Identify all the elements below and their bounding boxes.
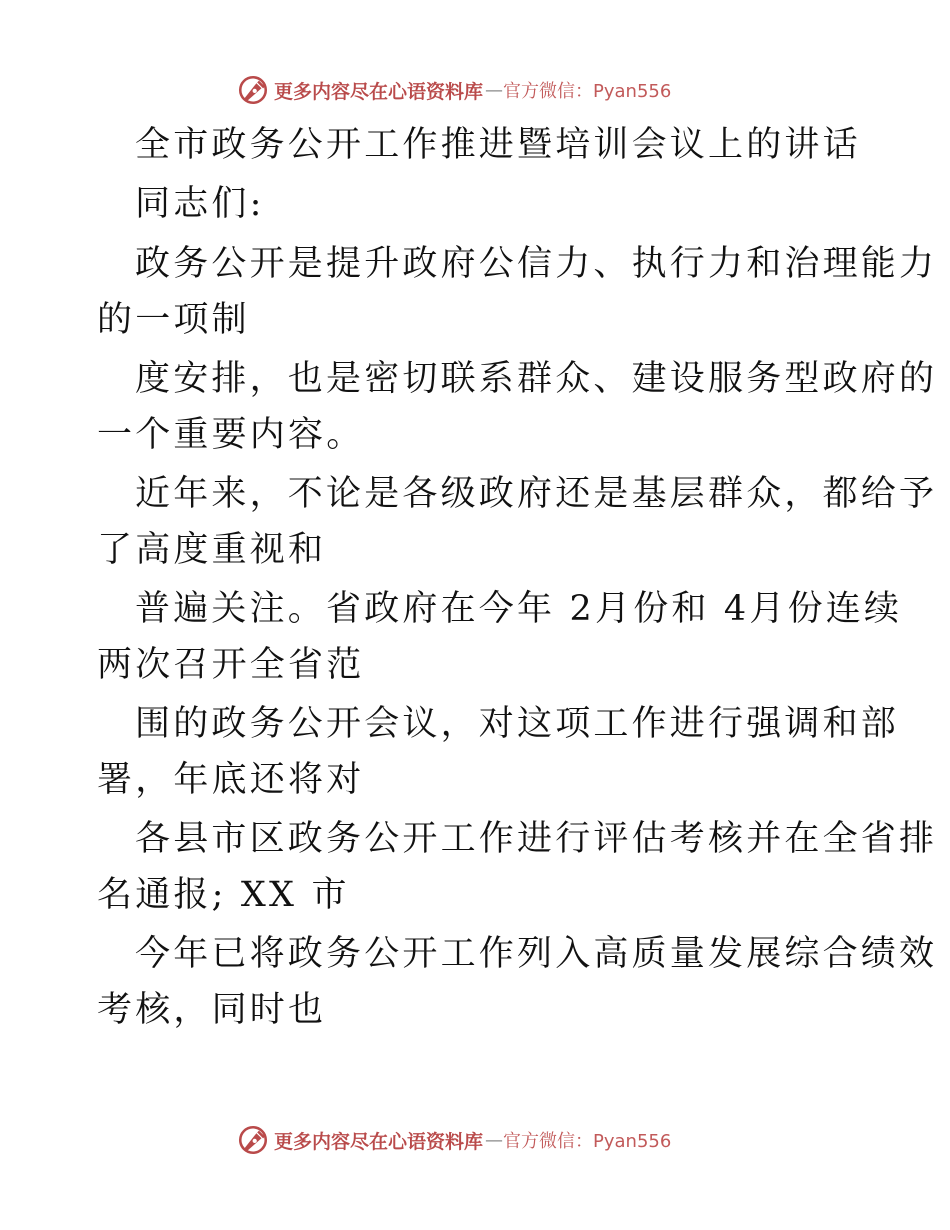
watermark-site-text: 更多内容尽在心语资料库 (274, 80, 484, 103)
text-line: 考核，同时也 (97, 990, 327, 1030)
text-line: 名通报; XX 市 (97, 875, 350, 915)
watermark-separator: — (485, 79, 504, 101)
text-line: 普遍关注。省政府在今年 2月份和 4月份连续 (135, 589, 903, 629)
header-watermark (236, 72, 671, 108)
text-line: 了高度重视和 (97, 530, 327, 570)
text-line: 同志们: (135, 184, 265, 224)
text-line: 一个重要内容。 (97, 415, 365, 455)
watermark-wechat-text: 官方微信：Pyan556 (503, 81, 672, 102)
text-line: 度安排，也是密切联系群众、建设服务型政府的 (135, 359, 938, 399)
footer-watermark (236, 1122, 671, 1158)
text-line: 两次召开全省范 (97, 645, 365, 685)
text-line: 近年来，不论是各级政府还是基层群众，都给予 (135, 474, 938, 514)
watermark-site-text: 更多内容尽在心语资料库 (274, 1130, 484, 1153)
text-line: 的一项制 (97, 300, 250, 340)
text-line: 各县市区政务公开工作进行评估考核并在全省排 (135, 819, 938, 859)
watermark-separator: — (485, 1129, 504, 1151)
text-line: 政务公开是提升政府公信力、执行力和治理能力 (135, 244, 938, 284)
document-title: 全市政务公开工作推进暨培训会议上的讲话 (135, 125, 861, 165)
text-line: 署，年底还将对 (97, 760, 365, 800)
pen-nib-logo-icon (236, 1123, 270, 1157)
watermark-wechat-text: 官方微信：Pyan556 (503, 1131, 672, 1152)
pen-nib-logo-icon (236, 73, 270, 107)
text-line: 今年已将政务公开工作列入高质量发展综合绩效 (135, 934, 938, 974)
text-line: 围的政务公开会议，对这项工作进行强调和部 (135, 704, 900, 744)
